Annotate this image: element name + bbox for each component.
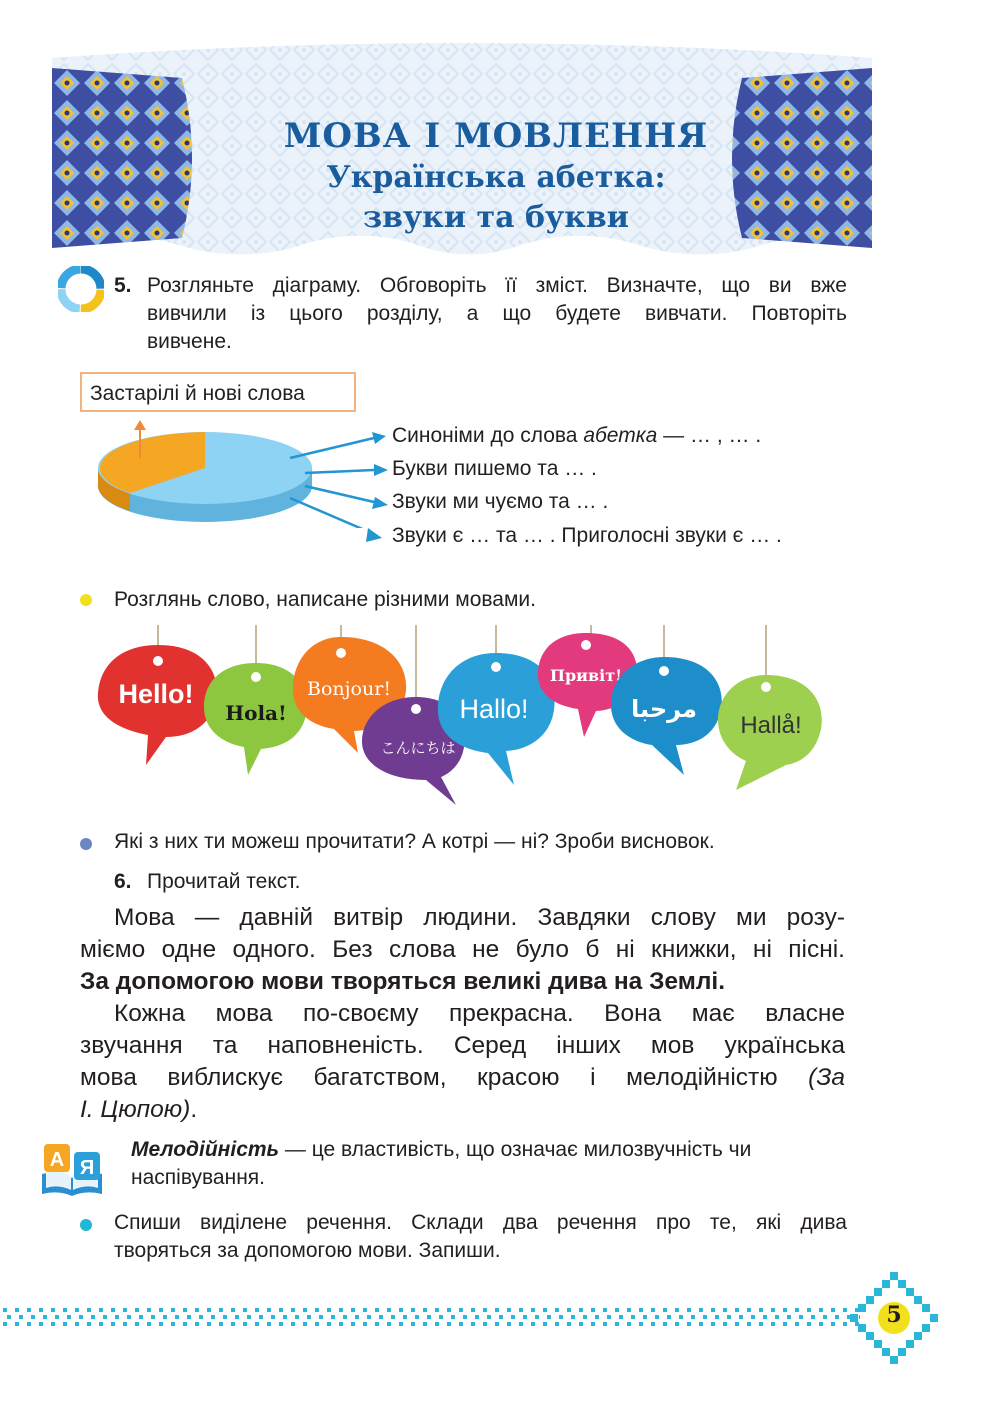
arrow-1 [290,438,374,458]
discussion-icon [58,266,104,312]
callout-2: Букви пишемо та … . [392,457,597,480]
bullet-yellow [80,594,92,606]
task5-number: 5. [114,274,132,297]
callout-4: Звуки є … та … . Приголосні звуки є … . [392,524,782,547]
bullet3-line1: Спиши виділене речення. Склади два речення про те, які дива [114,1211,847,1234]
task5-text [147,272,847,356]
chapter-subtitle-line1: Українська абетка: [326,160,666,195]
dictionary-icon [38,1140,106,1198]
task5-line1: Розгляньте діаграму. Обговоріть її зміст. Визначте, що ви вже [147,274,847,297]
passage-line1: Мова — давній витвір людини. Завдяки слову ми розу- [114,904,845,931]
passage-line4: Кожна мова по-своєму прекрасна. Вона має власне [114,1000,845,1027]
chapter-title: МОВА І МОВЛЕННЯ [283,116,709,156]
footer-ornament [0,1305,860,1329]
bubble-hola-text: Hola! [225,701,287,725]
bubble-bonjour-text: Bonjour! [307,678,391,700]
definition-text: — це властивість, що означає милозвучність чи [279,1138,752,1161]
arrow-3 [305,486,374,502]
task5-line2: вивчили із цього розділу, а що будете вивчати. Повторіть [147,302,847,325]
arrow-4-head [360,520,386,550]
task6-text: Прочитай текст. [147,870,301,893]
greeting-bubbles [96,625,836,810]
bubble-privit-text: Привіт! [549,666,623,685]
passage-line7 [80,1094,845,1126]
definition [131,1136,847,1192]
task5-line3: вивчене. [147,330,232,353]
callout-1 [392,424,761,448]
passage-citation-2: І. Цюпою) [80,1096,191,1123]
bullet3-line2: творяться за допомогою мови. Запиши. [114,1239,501,1262]
callout-1-end: — … , … . [657,424,762,447]
bullet2-text: Які з них ти можеш прочитати? А котрі — ні? Зроби висновок. [114,830,715,853]
passage-line6 [80,1062,845,1094]
definition-term: Мелодійність [131,1138,280,1161]
bullet-blue [80,838,92,850]
chapter-subtitle-line2: звуки та букви [362,200,629,235]
bubble-konnichiwa-text: こんにちは [380,739,456,757]
passage-bold-sentence: За допомогою мови творяться великі дива на Землі. [80,968,726,995]
passage-period: . [190,1096,198,1123]
dictionary-letter-a: А [49,1149,65,1171]
bullet1-text: Розглянь слово, написане різними мовами. [114,588,536,611]
page-number: 5 [886,1302,902,1328]
callout-1-text: Синоніми до слова [392,424,584,447]
task6-number: 6. [114,870,132,893]
definition-line2: наспівування. [131,1166,266,1189]
bubble-halla-text: Hallå! [740,712,802,739]
callout-3: Звуки ми чуємо та … . [392,490,609,513]
bubble-hallo-text: Hallo! [459,694,529,724]
bullet-cyan [80,1219,92,1231]
definition-line1 [131,1136,847,1164]
passage [80,902,845,1126]
passage-line2: міємо одне одного. Без слова не було б ні книжки, ні пісні. [80,936,845,963]
bubble-marhaba-text: مرحبا [631,695,697,723]
passage-line5: звучання та наповненість. Серед інших мов українська [80,1032,845,1059]
bullet3-text [114,1209,847,1265]
callout-1-italic: абетка [583,424,658,447]
pie-chart [90,418,390,528]
bubble-hello-text: Hello! [118,679,194,709]
passage-line6-text: мова виблискує багатством, красою і мелодійністю [80,1064,809,1091]
arrow-2 [305,470,374,473]
passage-citation-1: (За [808,1064,845,1091]
dictionary-letter-ya: Я [79,1157,95,1179]
pie-slice-label: Застарілі й нові слова [80,372,356,412]
